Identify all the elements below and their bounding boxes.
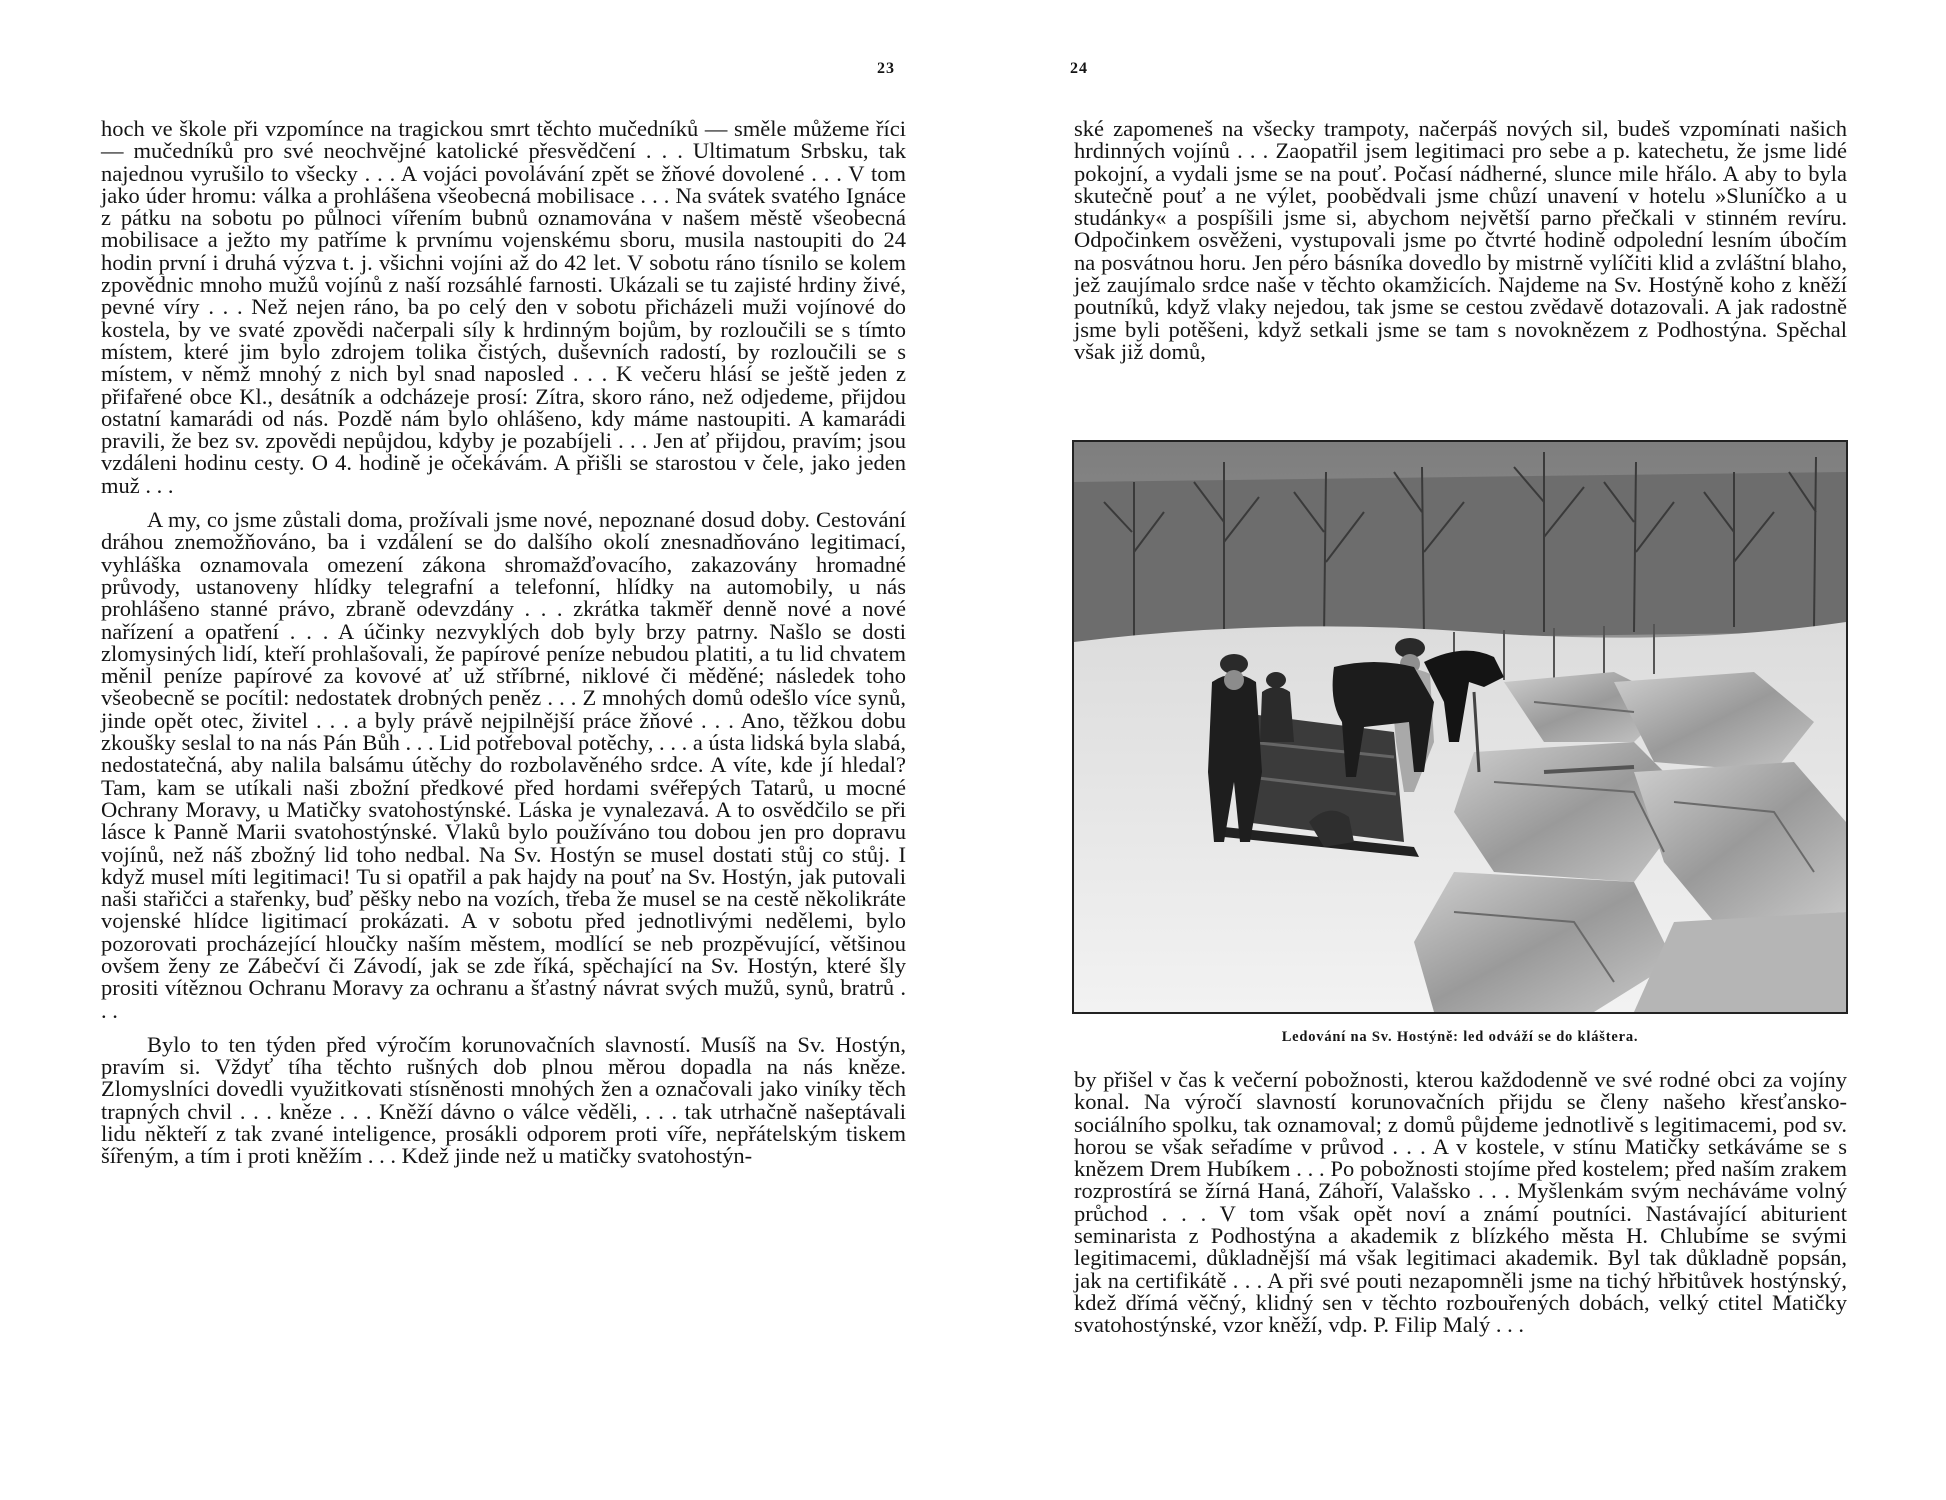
left-page (0, 0, 960, 1500)
page-number-right: 24 (1070, 60, 1088, 77)
right-page (1000, 0, 1946, 1500)
paragraph-2: A my, co jsme zůstali doma, prožívali jsme nové, nepoznané dosud doby. Cestování dráhou znemožňováno, ba i vzdálení se do dalšího okolí znesnadňováno legitimací, vyhláška oznamovala omezení zákona shromažďovacího, zakazovány hromadné průvody, ustanoveny hlídky telegrafní a telefonní, hlídky na automobily, u nás prohlášeno stanné právo, zbraně odevzdány . . . zkrátka takměř denně nové a nové nařízení a opatření . . . A účinky nezvyklých dob byly brzy patrny. Našlo se dosti zlomysiných lidí, kteří prohlašovali, že papírové peníze nebudou platiti, a tu lid chvatem měnil peníze papírové za kovové ať už stříbrné, niklové či měděné; následek toho všeobecně se pocítil: nedostatek drobných peněz . . . Z mnohých domů odešlo více synů, jinde opět otec, živitel . . . a byly právě nejpilnější práce žňové . . . Ano, těžkou dobu zkoušky seslal to na nás Pán Bůh . . . Lid potřeboval potěchy, . . . a ústa lidská byla slabá, nedostatečná, aby nalila balsámu útěchy do rozbolavěného srdce. A víte, kde jí hledal? Tam, kam se utíkali naši zbožní předkové před hordami svéřepých Tatarů, u mocné Ochrany Moravy, u Matičky svatohostýnské. Láska je vynalezavá. A to osvědčilo se při lásce k Panně Marii svatohostýnské. Vlaků bylo používáno tou dobou jen pro dopravu vojínů, než náš zbožný lid toho nedbal. Na Sv. Hostýn se musel dostati stůj co stůj. I když musel míti legitimaci! Tu si opatřil a pak hajdy na pouť na Sv. Hostýn, jak putovali naši stařičci a stařenky, buď pěšky nebo na vozích, třeba že musel se na cestě několikráte vojenské hlídce ligitimací prokázati. A v sobotu před jednotlivými nedělemi, bylo pozorovati procházející hloučky naším městem, modlící se neb prozpěvující, většinou ovšem ženy ze Zábečví či Závodí, jak se zde říká, spěchající na Sv. Hostýn, které šly prositi vítěznou Ochranu Moravy za ochranu a šťastný návrat svých mužů, synů, bratrů . . . (101, 507, 906, 1023)
right-top-text (1074, 118, 1847, 363)
paragraph-right-top: ské zapomeneš na všecky trampoty, načerpáš nových sil, budeš vzpomínati našich hrdinných vojínů . . . Zaopatřil jsem legitimaci pro sebe a p. katechetu, že jsme lidé pokojní, a vydali jsme se na pouť. Počasí nádherné, slunce mile hřálo. A aby to byla skutečně pouť a ne výlet, poobědvali jsme chůzí unavení v hotelu »Sluníčko a u studánky« a pospíšili jsme si, abychom největší parno přečkali v stinném revíru. Odpočinkem osvěženi, vystupovali jsme po čtvrté hodině odpolední lesním úbočím na posvátnou horu. Jen péro básníka dovedlo by mistrně vylíčiti klid a zvláštní blaho, jež zaujímalo srdce naše v těchto okamžicích. Najdeme na Sv. Hostýně koho z kněží poutníků, když vlaky nejedou, tak jsme se cestou zvědavě dotazovali. A jak radostně jsme byli potěšeni, když setkali jsme se tam s novoknězem z Podhostýna. Spěchal však již domů, (1074, 116, 1847, 364)
photo-ice-harvest (1072, 440, 1848, 1014)
paragraph-right-bottom: by přišel v čas k večerní pobožnosti, kterou každodenně ve své rodné obci za vojíny konal. Na výročí slavností korunovačních přijdu se členy našeho křesťansko-sociálního spolku, tak oznamoval; z domů půjdeme jednotlivě s legitimacemi, pod sv. horou se však seřadíme v průvod . . . A v kostele, v stínu Matičky setkáváme se s knězem Drem Hubíkem . . . Po pobožnosti stojíme před kostelem; před naším zrakem rozprostírá se žírná Haná, Záhoří, Valašsko . . . Myšlenkám svým necháváme volný průchod . . . V tom však opět noví a známí poutníci. Nastávající abiturient seminarista z Podhostýna a akademik z blízkého města H. Chlubíme se svými legitimacemi, důkladnější má však legitimaci akademik. Byl tak důkladně popsán, jak na certifikátě . . . A při své pouti nezapomněli jsme na tichý hřbitůvek hostýnský, kdež dřímá věčný, klidný sen v těchto rozbouřených dobách, velký ctitel Matičky svatohostýnské, vzor kněží, vdp. P. Filip Malý . . . (1074, 1067, 1847, 1338)
page-number-left: 23 (877, 60, 895, 77)
photo-caption: Ledování na Sv. Hostýně: led odváží se do kláštera. (1281, 1029, 1639, 1045)
paragraph-1: hoch ve škole při vzpomínce na tragickou smrt těchto mučedníků — směle můžeme říci — mučedníků pro své neochvějné katolické přesvědčení . . . Ultimatum Srbsku, tak najednou vyrušilo to všecky . . . A vojáci povolávání zpět se žňové dovolené . . . V tom jako úder hromu: válka a prohlášena všeobecná mobilisace . . . Na svátek svatého Ignáce z pátku na sobotu po půlnoci vířením bubnů oznamována v našem městě všeobecná mobilisace a ježto my patříme k prvnímu vojenskému sboru, musila nastoupiti do 24 hodin první i druhá výzva t. j. všichni vojíni až do 42 let. V sobotu ráno tísnilo se kolem zpovědnic mnoho mužů vojínů z naší rozsáhlé farnosti. Ukázali se tu zajisté hrdiny živé, pevné víry . . . Než nejen ráno, ba po celý den v sobotu přicházeli muži vojínové do kostela, by ve svaté zpovědi načerpali síly k hrdinným bojům, by rozloučili se s tímto místem, které jim bylo zdrojem tolika čistých, duševních radostí, by rozloučili se s místem, v němž mnohý z nich byl snad naposled . . . K večeru hlásí se ještě jeden z přifařené obce Kl., desátník a odcházeje prosí: Zítra, skoro ráno, než odjedeme, přijdou ostatní kamarádi od nás. Pozdě nám bylo ohlášeno, kdy máme nastoupiti. A kamarádi pravili, že bez sv. zpovědi nepůjdou, kdyby je pozabíjeli . . . Jen ať přijdou, pravím; jsou vzdáleni hodinu cesty. O 4. hodině je očekávám. A přišli se starostou v čele, jako jeden muž . . . (101, 116, 906, 498)
left-text-column (101, 118, 906, 1168)
photo-illustration (1074, 442, 1846, 1012)
paragraph-3: Bylo to ten týden před výročím korunovačních slavností. Musíš na Sv. Hostýn, pravím si. Vždyť tíha těchto rušných dob plnou měrou dopadla na nás kněze. Zlomyslníci dovedli využitkovati stísněnosti mnohých žen a označovali jako viníky těch trapných chvil . . . kněze . . . Kněží dávno o válce věděli, . . . tak utrhačně našeptávali lidu někteří z tak zvané inteligence, prosákli odporem proti víře, nepřátelským tiskem šířeným, a tím i proti kněžím . . . Kdež jinde než u matičky svatohostýn- (101, 1031, 906, 1169)
right-bottom-text (1074, 1069, 1847, 1337)
